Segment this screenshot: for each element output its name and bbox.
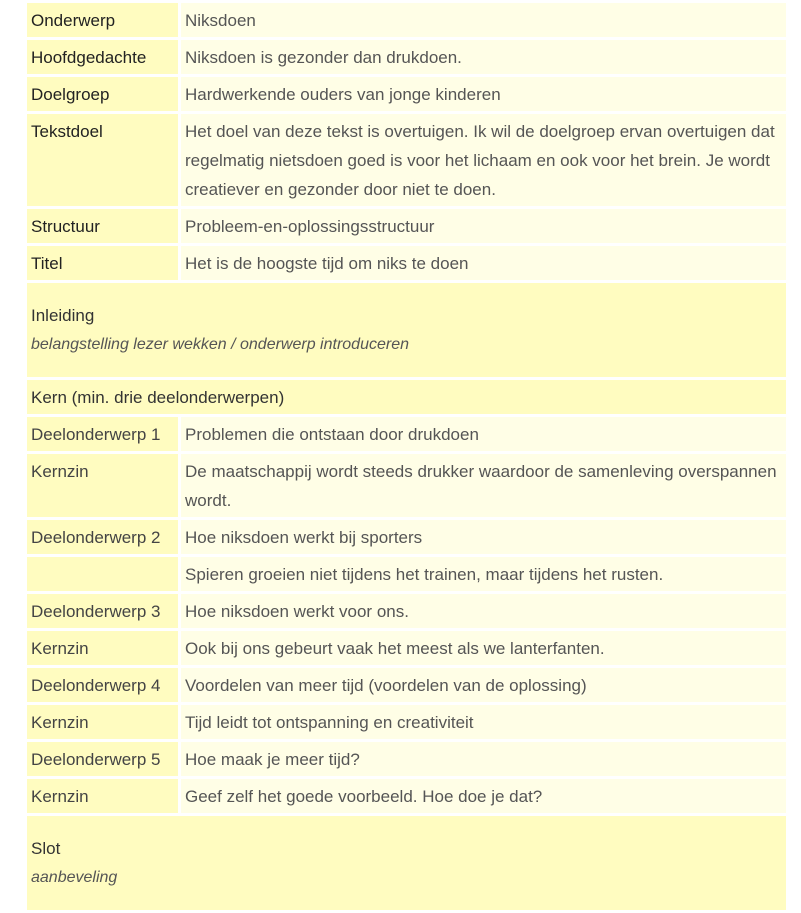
row-label: Deelonderwerp 4 (27, 668, 178, 702)
row-label: Kernzin (27, 705, 178, 739)
table-row (27, 594, 786, 628)
row-value: Het doel van deze tekst is overtuigen. Ik wil de doelgroep ervan overtuigen dat regelmatig nietsdoen goed is voor het lichaam en ook voor het brein. Je wordt creatiever en gezonder door niet te doen. (181, 114, 786, 206)
row-label: Deelonderwerp 1 (27, 417, 178, 451)
table-row (27, 520, 786, 554)
row-value: Probleem-en-oplossingsstructuur (181, 209, 786, 243)
row-value: Voordelen van meer tijd (voordelen van de oplossing) (181, 668, 786, 702)
table-row (27, 668, 786, 702)
table-row (27, 417, 786, 451)
row-label (27, 557, 178, 591)
table-row (27, 3, 786, 37)
kern-heading: Kern (min. drie deelonderwerpen) (27, 380, 786, 414)
slot-section (27, 816, 786, 910)
row-value: Ook bij ons gebeurt vaak het meest als we lanterfanten. (181, 631, 786, 665)
row-label: Hoofdgedachte (27, 40, 178, 74)
plan-table (24, 0, 789, 913)
table-row (27, 631, 786, 665)
row-label: Doelgroep (27, 77, 178, 111)
row-value: Hoe niksdoen werkt voor ons. (181, 594, 786, 628)
table-row (27, 705, 786, 739)
inleiding-section (27, 283, 786, 377)
table-row (27, 77, 786, 111)
table-row (27, 114, 786, 206)
table-row (27, 209, 786, 243)
slot-heading: Slot (31, 839, 61, 858)
table-row (27, 246, 786, 280)
row-value: Het is de hoogste tijd om niks te doen (181, 246, 786, 280)
table-row (27, 40, 786, 74)
row-value: Tijd leidt tot ontspanning en creativiteit (181, 705, 786, 739)
table-row (27, 557, 786, 591)
row-value: Spieren groeien niet tijdens het trainen, maar tijdens het rusten. (181, 557, 786, 591)
row-label: Deelonderwerp 2 (27, 520, 178, 554)
row-label: Structuur (27, 209, 178, 243)
row-value: Niksdoen is gezonder dan drukdoen. (181, 40, 786, 74)
row-label: Kernzin (27, 631, 178, 665)
row-value: De maatschappij wordt steeds drukker waardoor de samenleving overspannen wordt. (181, 454, 786, 517)
table-row (27, 779, 786, 813)
row-label: Titel (27, 246, 178, 280)
row-label: Onderwerp (27, 3, 178, 37)
row-value: Hoe maak je meer tijd? (181, 742, 786, 776)
row-value: Hoe niksdoen werkt bij sporters (181, 520, 786, 554)
table-row (27, 454, 786, 517)
row-label: Deelonderwerp 5 (27, 742, 178, 776)
row-value: Hardwerkende ouders van jonge kinderen (181, 77, 786, 111)
writing-plan (24, 0, 789, 913)
inleiding-cell (27, 283, 786, 377)
inleiding-subtitle: belangstelling lezer wekken / onderwerp introduceren (31, 336, 409, 353)
row-label: Deelonderwerp 3 (27, 594, 178, 628)
row-value: Geef zelf het goede voorbeeld. Hoe doe je dat? (181, 779, 786, 813)
row-label: Kernzin (27, 779, 178, 813)
row-value: Problemen die ontstaan door drukdoen (181, 417, 786, 451)
kern-heading-row (27, 380, 786, 414)
slot-cell (27, 816, 786, 910)
row-label: Kernzin (27, 454, 178, 517)
slot-subtitle: aanbeveling (31, 869, 118, 886)
table-row (27, 742, 786, 776)
row-label: Tekstdoel (27, 114, 178, 206)
row-value: Niksdoen (181, 3, 786, 37)
inleiding-heading: Inleiding (31, 306, 95, 325)
